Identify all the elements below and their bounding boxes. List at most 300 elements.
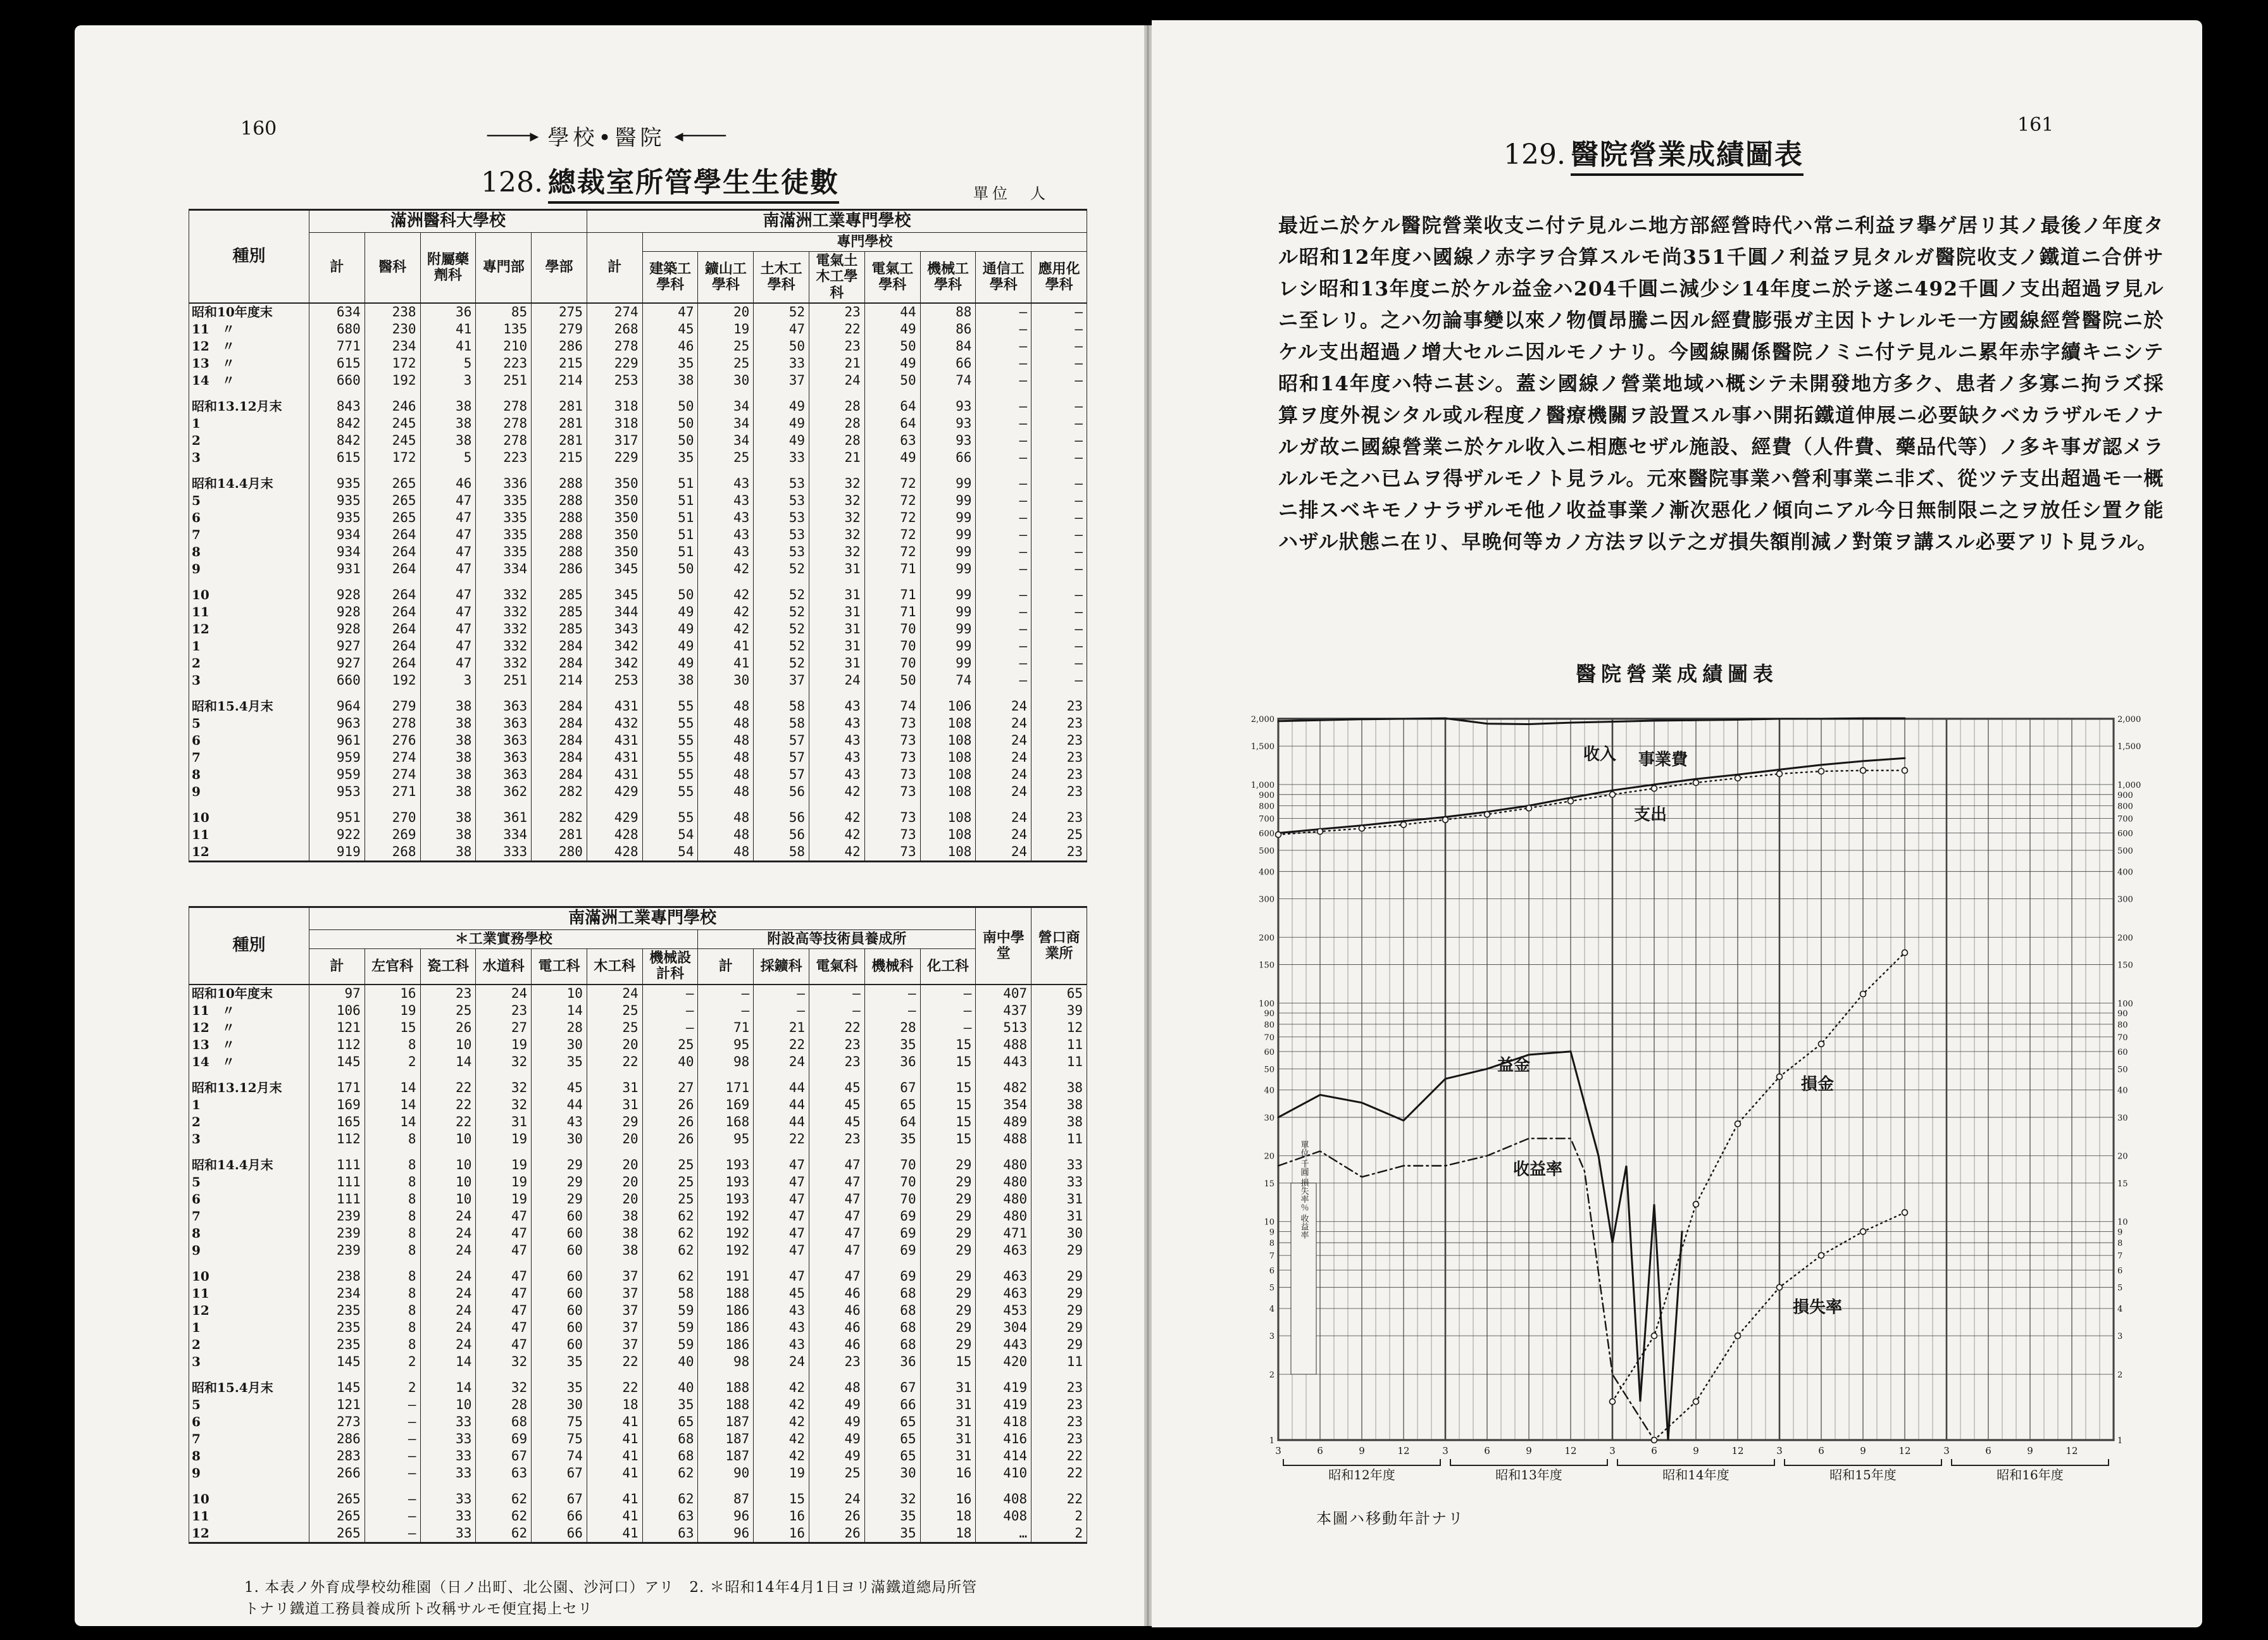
table-cell: 31	[1031, 1208, 1087, 1225]
table-cell: 70	[864, 638, 920, 655]
table-cell: 111	[309, 1174, 365, 1191]
x-tick-label: 9	[1693, 1445, 1699, 1457]
table-cell: 953	[309, 783, 365, 800]
spacer-cell	[809, 466, 865, 475]
table-cell: 245	[364, 432, 420, 449]
table-cell: 274	[364, 766, 420, 783]
table-cell: 304	[976, 1319, 1031, 1336]
table-cell: 23	[1031, 809, 1087, 826]
table-cell: 29	[920, 1336, 976, 1353]
table-cell: 30	[698, 372, 754, 389]
table-cell: 268	[587, 321, 642, 338]
row-label: 6	[189, 732, 309, 749]
table-cell: 23	[809, 338, 865, 355]
table-cell: 21	[754, 1019, 809, 1036]
table-cell: 265	[364, 492, 420, 509]
table-cell: 33	[1031, 1174, 1087, 1191]
spacer-cell	[364, 578, 420, 587]
table-cell: 8	[364, 1157, 420, 1174]
table-cell: —	[364, 1491, 420, 1508]
table-cell: 934	[309, 544, 365, 561]
table-cell: 188	[698, 1285, 754, 1302]
table-cell: 39	[1031, 1002, 1087, 1019]
table-cell: 278	[476, 398, 532, 415]
table-cell: 49	[864, 449, 920, 466]
table-cell: 186	[698, 1336, 754, 1353]
table-cell: 32	[476, 1096, 532, 1114]
col-header: 電氣科	[809, 949, 865, 985]
row-label: 3	[189, 1353, 309, 1370]
y-tick-label-right: 2	[2117, 1370, 2123, 1381]
table-cell: 31	[920, 1379, 976, 1396]
spacer-cell	[864, 800, 920, 809]
table-cell: 41	[587, 1431, 642, 1448]
table-cell: —	[1031, 475, 1087, 492]
table-cell: 37	[587, 1336, 642, 1353]
table-cell: 362	[476, 783, 532, 800]
table-cell: —	[642, 1002, 698, 1019]
x-tick-label: 3	[1943, 1445, 1950, 1457]
table-cell: 135	[476, 321, 532, 338]
table-cell: 284	[532, 749, 587, 766]
spacer-cell	[1031, 1482, 1087, 1491]
spacer-cell	[1031, 389, 1087, 398]
table2-attached-header: 附設高等技術員養成所	[698, 929, 976, 948]
table-row	[189, 1285, 1087, 1302]
section-heading	[1504, 132, 1804, 176]
col-header: 學部	[532, 232, 587, 303]
table-cell: 33	[420, 1491, 476, 1508]
table-cell: 285	[532, 604, 587, 621]
col-header: 醫科	[364, 232, 420, 303]
table-cell: 37	[587, 1319, 642, 1336]
x-year-label: 昭和14年度	[1662, 1467, 1729, 1482]
y-tick-label-right: 8	[2117, 1239, 2123, 1249]
section-heading	[481, 159, 839, 204]
row-label: 6	[189, 1191, 309, 1208]
table-cell: 265	[364, 509, 420, 526]
table-cell: 264	[364, 526, 420, 544]
table-cell: 73	[864, 766, 920, 783]
section-title: 總裁室所管學生生徒數	[548, 159, 839, 204]
table-cell: 40	[642, 1379, 698, 1396]
table-cell: —	[1031, 544, 1087, 561]
table-cell: —	[364, 1396, 420, 1413]
table-row	[189, 1482, 1087, 1491]
spacer-cell	[864, 1148, 920, 1157]
table-cell: 363	[476, 749, 532, 766]
spacer-cell	[976, 1370, 1031, 1379]
row-label: 10	[189, 1268, 309, 1285]
table-cell: 927	[309, 655, 365, 672]
table-cell: 108	[920, 843, 976, 862]
table-cell: 335	[476, 492, 532, 509]
table-cell: 35	[864, 1036, 920, 1053]
table-cell: 842	[309, 432, 365, 449]
table-cell: 38	[587, 1225, 642, 1242]
y-tick-label-right: 15	[2117, 1179, 2128, 1189]
row-label: 8	[189, 1225, 309, 1242]
col-header: 瓷工科	[420, 949, 476, 985]
y-tick-label-left: 2	[1269, 1370, 1274, 1381]
table-cell: 33	[754, 449, 809, 466]
row-label: 10	[189, 1491, 309, 1508]
table-cell: 334	[476, 826, 532, 843]
table-cell: —	[1031, 372, 1087, 389]
table-cell: 8	[364, 1036, 420, 1053]
spacer-cell	[976, 389, 1031, 398]
spacer-cell	[364, 389, 420, 398]
spacer-cell	[642, 578, 698, 587]
table-cell: 11	[1031, 1036, 1087, 1053]
y-tick-label-right: 500	[2117, 846, 2133, 856]
table-cell: 95	[698, 1036, 754, 1053]
table-cell: 286	[309, 1431, 365, 1448]
spacer-cell	[864, 1071, 920, 1079]
table-cell: 269	[364, 826, 420, 843]
table-cell: 35	[642, 449, 698, 466]
table-cell: 49	[642, 604, 698, 621]
table-cell: 99	[920, 561, 976, 578]
table-cell: 264	[364, 638, 420, 655]
series-point	[1652, 1333, 1657, 1339]
table-cell: 60	[532, 1285, 587, 1302]
table-cell: 72	[864, 526, 920, 544]
table-cell: 10	[532, 985, 587, 1002]
row-label: 1	[189, 1319, 309, 1336]
table-cell: 56	[754, 809, 809, 826]
table-cell: 59	[642, 1302, 698, 1319]
table-cell: 284	[532, 638, 587, 655]
table-cell: 47	[420, 509, 476, 526]
table-cell: 31	[587, 1079, 642, 1096]
table-cell: 284	[532, 698, 587, 715]
table-cell: 25	[1031, 826, 1087, 843]
table-cell: 192	[698, 1242, 754, 1259]
table-row	[189, 655, 1087, 672]
table-cell: 419	[976, 1396, 1031, 1413]
spacer-cell	[309, 389, 365, 398]
table-cell: 60	[532, 1208, 587, 1225]
table-cell: 112	[309, 1131, 365, 1148]
series-label: 損失率	[1792, 1298, 1843, 1317]
table-cell: 10	[420, 1036, 476, 1053]
spacer-cell	[309, 1148, 365, 1157]
table-cell: 72	[864, 475, 920, 492]
table-cell: 38	[420, 766, 476, 783]
table-cell: 121	[309, 1019, 365, 1036]
table-cell: 28	[532, 1019, 587, 1036]
col-header: 計	[309, 232, 365, 303]
table-cell: 5	[420, 355, 476, 372]
table-cell: 363	[476, 715, 532, 732]
table-cell: 25	[587, 1002, 642, 1019]
x-tick-label: 6	[1818, 1445, 1824, 1457]
table-cell: 482	[976, 1079, 1031, 1096]
row-label: 1	[189, 1096, 309, 1114]
table-cell: 223	[476, 355, 532, 372]
table-cell: 286	[532, 561, 587, 578]
table-cell: 75	[532, 1413, 587, 1431]
table-cell: —	[754, 985, 809, 1002]
spacer-cell	[587, 389, 642, 398]
spacer-cell	[754, 578, 809, 587]
table-row	[189, 809, 1087, 826]
table-cell: 19	[364, 1002, 420, 1019]
table-cell: 56	[754, 826, 809, 843]
col-header: 機械設計科	[642, 949, 698, 985]
table-row	[189, 1508, 1087, 1525]
table-cell: 62	[642, 1225, 698, 1242]
table-cell: 58	[754, 843, 809, 862]
table-cell: 52	[754, 303, 809, 321]
table-cell: 24	[754, 1053, 809, 1071]
table-cell: 44	[754, 1114, 809, 1131]
table-cell: 284	[532, 766, 587, 783]
table-cell: 29	[920, 1302, 976, 1319]
table-cell: 71	[864, 587, 920, 604]
spacer-cell	[698, 1482, 754, 1491]
spacer-cell	[642, 800, 698, 809]
table-cell: 57	[754, 732, 809, 749]
table-cell: 350	[587, 544, 642, 561]
table-cell: 73	[864, 749, 920, 766]
table-cell: 22	[809, 321, 865, 338]
table-cell: 36	[864, 1053, 920, 1071]
spacer-cell	[532, 1482, 587, 1491]
table-cell: 5	[420, 449, 476, 466]
row-label: 昭和13.12月末	[189, 1079, 309, 1096]
table-cell: 64	[864, 1114, 920, 1131]
table-cell: 8	[364, 1336, 420, 1353]
table-cell: 99	[920, 526, 976, 544]
table-cell: 74	[532, 1448, 587, 1465]
spacer-cell	[1031, 800, 1087, 809]
table-cell: 15	[364, 1019, 420, 1036]
table-cell: 72	[864, 509, 920, 526]
table-cell: 90	[698, 1465, 754, 1482]
table-cell: 8	[364, 1225, 420, 1242]
row-label: 7	[189, 526, 309, 544]
table-cell: 62	[642, 1465, 698, 1482]
table-cell: 24	[754, 1353, 809, 1370]
spacer-cell	[642, 1071, 698, 1079]
table-cell: 251	[476, 372, 532, 389]
row-label: 5	[189, 1396, 309, 1413]
y-tick-label-right: 200	[2117, 933, 2133, 943]
table-cell: 70	[864, 1174, 920, 1191]
table-cell: 239	[309, 1242, 365, 1259]
spacer-cell	[754, 1370, 809, 1379]
table-cell: 19	[476, 1157, 532, 1174]
row-label: 5	[189, 492, 309, 509]
y-tick-label-right: 1,000	[2117, 780, 2141, 790]
table-cell: 281	[532, 432, 587, 449]
table-cell: 285	[532, 587, 587, 604]
row-label: 5	[189, 1174, 309, 1191]
table-row	[189, 985, 1087, 1002]
table-cell: 48	[698, 766, 754, 783]
table-cell: 24	[476, 985, 532, 1002]
table-cell: 285	[532, 621, 587, 638]
table-cell: 14	[420, 1053, 476, 1071]
table-cell: 963	[309, 715, 365, 732]
section-number: 128.	[481, 166, 543, 199]
table-cell: 43	[698, 492, 754, 509]
table-cell: 25	[420, 1002, 476, 1019]
series-point	[1401, 822, 1407, 828]
series-point	[1777, 1074, 1783, 1079]
table-cell: 55	[642, 715, 698, 732]
table-row	[189, 526, 1087, 544]
table-cell: 432	[587, 715, 642, 732]
table-cell: 8	[364, 1131, 420, 1148]
table-cell: 24	[809, 1491, 865, 1508]
table-cell: 47	[476, 1302, 532, 1319]
table-cell: 24	[420, 1208, 476, 1225]
x-tick-label: 3	[1776, 1445, 1783, 1457]
table-cell: 31	[920, 1431, 976, 1448]
table-cell: 55	[642, 749, 698, 766]
table-cell: 51	[642, 526, 698, 544]
table-cell: 278	[476, 432, 532, 449]
table-cell: 25	[809, 1465, 865, 1482]
y-tick-label-left: 15	[1264, 1179, 1274, 1189]
table-cell: 47	[809, 1208, 865, 1225]
table-cell: 16	[754, 1508, 809, 1525]
table-cell: 60	[532, 1336, 587, 1353]
spacer-cell	[864, 466, 920, 475]
table-cell: 43	[809, 766, 865, 783]
table-cell: 31	[809, 655, 865, 672]
spacer-cell	[189, 1148, 309, 1157]
table-cell: 10	[420, 1157, 476, 1174]
table-cell: 52	[754, 561, 809, 578]
table-cell: 63	[864, 432, 920, 449]
y-tick-label-right: 60	[2117, 1047, 2128, 1057]
spacer-cell	[476, 466, 532, 475]
table-cell: 288	[532, 492, 587, 509]
series-point	[1276, 832, 1281, 838]
table-cell: 959	[309, 749, 365, 766]
table-row	[189, 355, 1087, 372]
col-header: 機械工學科	[920, 252, 976, 303]
table-cell: 29	[532, 1157, 587, 1174]
table-cell: 32	[476, 1079, 532, 1096]
table-row	[189, 1379, 1087, 1396]
table-cell: 33	[420, 1413, 476, 1431]
spacer-cell	[1031, 1071, 1087, 1079]
table-cell: 235	[309, 1319, 365, 1336]
table-cell: 25	[698, 355, 754, 372]
table-cell: 238	[364, 303, 420, 321]
row-label: 11	[189, 826, 309, 843]
y-tick-label-right: 800	[2117, 802, 2133, 812]
table-cell: 10	[420, 1174, 476, 1191]
spacer-cell	[420, 389, 476, 398]
table-cell: 70	[864, 621, 920, 638]
y-tick-label-right: 900	[2117, 790, 2133, 800]
spacer-cell	[754, 1148, 809, 1157]
x-tick-label: 9	[1860, 1445, 1866, 1457]
table-cell: 38	[420, 749, 476, 766]
table-cell: 52	[754, 587, 809, 604]
spacer-cell	[532, 578, 587, 587]
table-cell: 19	[476, 1036, 532, 1053]
table-cell: 11	[1031, 1131, 1087, 1148]
table-cell: 35	[642, 1396, 698, 1413]
table-cell: 58	[642, 1285, 698, 1302]
table-cell: 3	[420, 672, 476, 689]
series-point	[1693, 780, 1699, 785]
y-tick-label-right: 9	[2117, 1227, 2123, 1238]
table-cell: 21	[809, 355, 865, 372]
spacer-cell	[420, 800, 476, 809]
table-cell: 42	[754, 1396, 809, 1413]
table-cell: —	[1031, 492, 1087, 509]
table-cell: 60	[532, 1268, 587, 1285]
table-cell: —	[1031, 621, 1087, 638]
table-cell: 229	[587, 355, 642, 372]
spacer-cell	[587, 1259, 642, 1268]
table-cell: 615	[309, 449, 365, 466]
table-cell: 29	[1031, 1242, 1087, 1259]
table-cell: 11	[1031, 1053, 1087, 1071]
spacer-cell	[642, 1370, 698, 1379]
table-row	[189, 321, 1087, 338]
table-cell: 42	[809, 809, 865, 826]
spacer-cell	[920, 466, 976, 475]
table-cell: 73	[864, 843, 920, 862]
table-cell: 63	[642, 1508, 698, 1525]
table-row	[189, 1208, 1087, 1225]
table-cell: —	[1031, 561, 1087, 578]
table-cell: …	[976, 1525, 1031, 1543]
y-tick-label-left: 50	[1264, 1065, 1274, 1075]
table-cell: 74	[920, 372, 976, 389]
table-cell: 29	[532, 1174, 587, 1191]
spacer-cell	[532, 389, 587, 398]
table-cell: 96	[698, 1508, 754, 1525]
table-row	[189, 638, 1087, 655]
col-header: 化工科	[920, 949, 976, 985]
table-cell: 44	[864, 303, 920, 321]
table-cell: 25	[642, 1036, 698, 1053]
year-bracket	[1785, 1459, 1941, 1465]
table-cell: 52	[754, 604, 809, 621]
table-cell: 165	[309, 1114, 365, 1131]
table-cell: —	[976, 604, 1031, 621]
table-cell: 38	[420, 432, 476, 449]
table-cell: 47	[476, 1225, 532, 1242]
spacer-cell	[364, 1370, 420, 1379]
spacer-cell	[698, 1259, 754, 1268]
table-cell: 48	[698, 783, 754, 800]
x-tick-label: 6	[1985, 1445, 1991, 1457]
table-cell: 332	[476, 621, 532, 638]
table-cell: 38	[420, 783, 476, 800]
table-cell: 108	[920, 715, 976, 732]
table-cell: 42	[754, 1431, 809, 1448]
y-tick-label-right: 80	[2117, 1020, 2128, 1030]
table-cell: —	[976, 492, 1031, 509]
spacer-cell	[364, 1148, 420, 1157]
table-cell: 49	[809, 1431, 865, 1448]
table-cell: 32	[809, 475, 865, 492]
y-tick-label-right: 90	[2117, 1009, 2128, 1019]
y-tick-label-left: 400	[1259, 867, 1274, 878]
series-point	[1693, 1202, 1699, 1207]
